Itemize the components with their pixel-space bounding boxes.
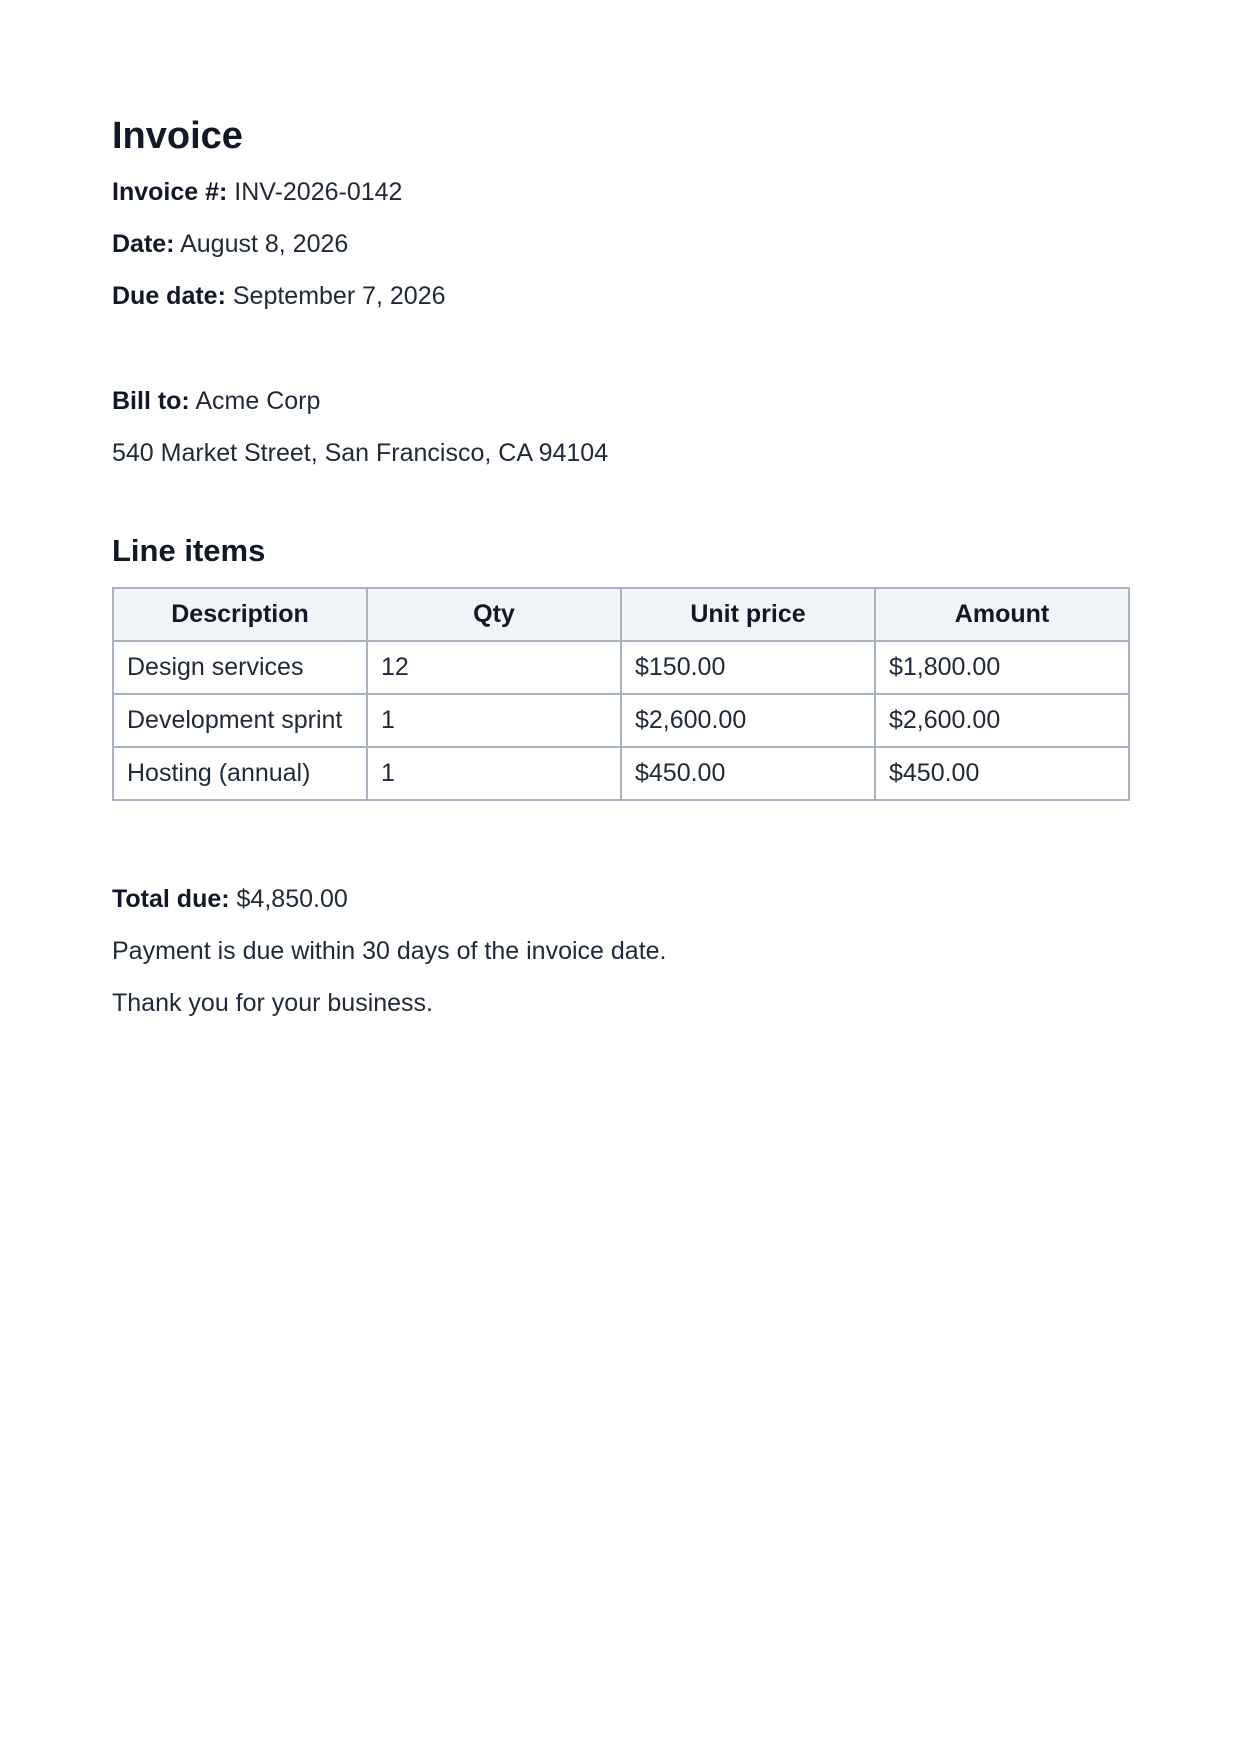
invoice-number xyxy=(112,166,1130,218)
total-due xyxy=(112,873,1130,925)
cell-description: Hosting (annual) xyxy=(113,747,367,800)
bill-to-label: Bill to: xyxy=(112,387,190,415)
cell-amount: $1,800.00 xyxy=(875,641,1129,694)
invoice-date-label: Date: xyxy=(112,230,175,258)
line-items-table xyxy=(112,587,1130,801)
cell-qty: 12 xyxy=(367,641,621,694)
due-date xyxy=(112,270,1130,322)
column-header-description: Description xyxy=(113,588,367,641)
table-header-row xyxy=(113,588,1129,641)
cell-qty: 1 xyxy=(367,747,621,800)
invoice-number-value: INV-2026-0142 xyxy=(234,178,403,206)
invoice-date-value: August 8, 2026 xyxy=(180,230,349,258)
column-header-qty: Qty xyxy=(367,588,621,641)
thank-you-note: Thank you for your business. xyxy=(112,989,433,1017)
table-row xyxy=(113,641,1129,694)
total-due-value: $4,850.00 xyxy=(236,885,348,913)
bill-to-name: Acme Corp xyxy=(195,387,321,415)
bill-to-block xyxy=(112,375,1130,479)
cell-description: Design services xyxy=(113,641,367,694)
cell-unit-price: $150.00 xyxy=(621,641,875,694)
due-date-value: September 7, 2026 xyxy=(232,282,446,310)
bill-to-address: 540 Market Street, San Francisco, CA 94104 xyxy=(112,439,609,467)
table-row xyxy=(113,694,1129,747)
column-header-amount: Amount xyxy=(875,588,1129,641)
invoice-number-label: Invoice #: xyxy=(112,178,228,206)
table-row xyxy=(113,747,1129,800)
line-items-heading: Line items xyxy=(112,533,266,568)
due-date-label: Due date: xyxy=(112,282,226,310)
cell-amount: $450.00 xyxy=(875,747,1129,800)
invoice-date xyxy=(112,218,1130,270)
cell-qty: 1 xyxy=(367,694,621,747)
totals-block xyxy=(112,873,1130,1029)
cell-amount: $2,600.00 xyxy=(875,694,1129,747)
cell-unit-price: $2,600.00 xyxy=(621,694,875,747)
bill-to xyxy=(112,375,1130,427)
cell-description: Development sprint xyxy=(113,694,367,747)
payment-terms-note: Payment is due within 30 days of the invoice date. xyxy=(112,937,667,965)
column-header-unit-price: Unit price xyxy=(621,588,875,641)
cell-unit-price: $450.00 xyxy=(621,747,875,800)
invoice-title: Invoice xyxy=(112,115,243,157)
total-due-label: Total due: xyxy=(112,885,230,913)
